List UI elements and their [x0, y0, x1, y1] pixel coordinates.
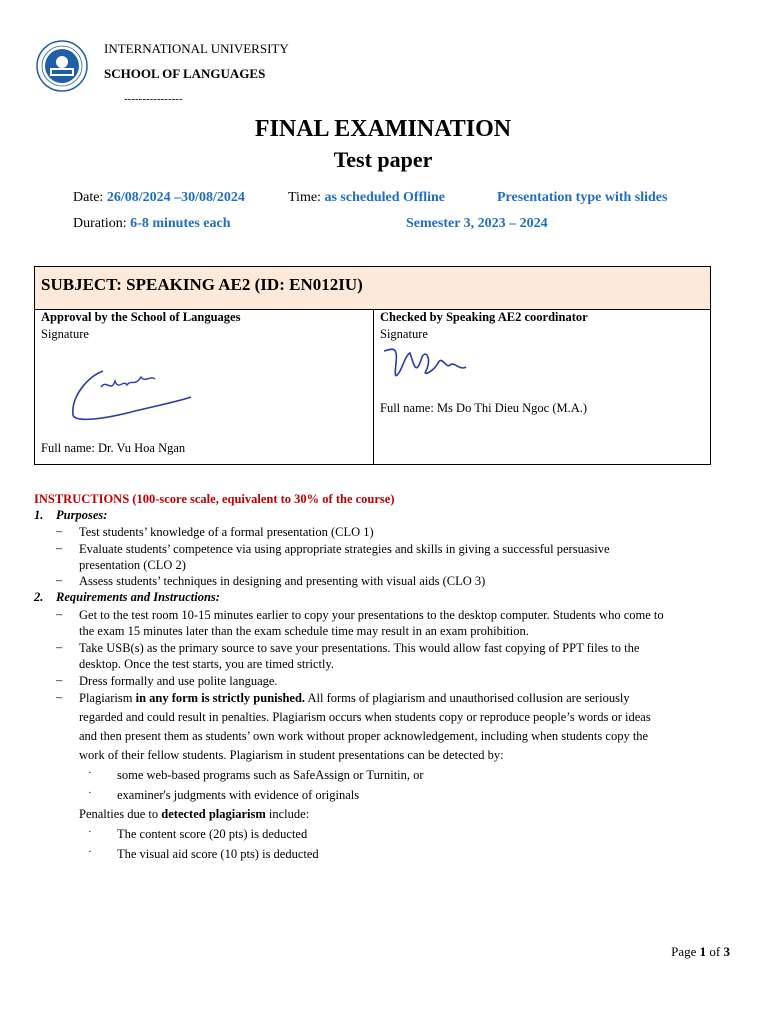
list-dash: – [56, 673, 63, 687]
plagiarism-text: Plagiarism [79, 691, 136, 705]
checked-fullname: Full name: Ms Do Thi Dieu Ngoc (M.A.) [380, 401, 588, 415]
plagiarism-bold: in any form is strictly punished. [135, 691, 306, 705]
bullet-dot: · [88, 846, 92, 858]
requirement-item-cont: regarded and could result in penalties. Plagiarism occurs when students copy or reproduce people’s words or ideas [79, 710, 651, 724]
approval-signature-label: Signature [41, 327, 89, 341]
requirement-item-cont: the exam 15 minutes later than the exam schedule time may result in an exam prohibition. [79, 624, 529, 638]
exam-title: FINAL EXAMINATION [254, 116, 512, 142]
penalties-text-post: include: [265, 807, 310, 821]
page-label: Page [671, 944, 700, 959]
requirement-item-cont: work of their fellow students. Plagiarism in student presentations can be detected by: [79, 748, 504, 762]
purposes-number: 1. [34, 508, 44, 522]
semester: Semester 3, 2023 – 2024 [406, 216, 548, 231]
penalties-bold: detected plagiarism [161, 807, 266, 821]
penalty-item: The content score (20 pts) is deducted [117, 827, 308, 841]
list-dash: – [56, 573, 63, 587]
purpose-item: Assess students’ techniques in designing and presenting with visual aids (CLO 3) [79, 574, 486, 588]
approval-signature-icon [65, 357, 195, 427]
list-dash: – [56, 607, 63, 621]
requirements-title: Requirements and Instructions: [56, 590, 220, 604]
time-value: as scheduled Offline [324, 190, 446, 205]
requirement-item-cont: and then present them as students’ own work without proper acknowledgement, including when students copy the [79, 729, 649, 743]
subject-table [34, 266, 711, 465]
page-current: 1 [699, 944, 707, 959]
requirement-item: Dress formally and use polite language. [79, 674, 278, 688]
purpose-item-cont: presentation (CLO 2) [79, 558, 186, 572]
penalties-intro [79, 806, 309, 822]
bullet-dot: · [88, 826, 92, 838]
plagiarism-text-post: All forms of plagiarism and unauthorised collusion are seriously [305, 691, 630, 705]
subject-header [35, 267, 710, 310]
purposes-title: Purposes: [56, 508, 108, 522]
requirement-item-cont: desktop. Once the test starts, you are timed strictly. [79, 657, 335, 671]
school-name: SCHOOL OF LANGUAGES [104, 66, 266, 81]
penalty-item: The visual aid score (10 pts) is deducted [117, 847, 319, 861]
penalties-text: Penalties due to [79, 807, 162, 821]
checked-signature-label: Signature [380, 327, 428, 341]
checked-heading: Checked by Speaking AE2 coordinator [380, 310, 588, 324]
subject-title: SUBJECT: SPEAKING AE2 (ID: EN012IU) [41, 275, 363, 294]
detection-item: examiner's judgments with evidence of originals [117, 788, 360, 802]
bullet-dot: · [88, 787, 92, 799]
date-label: Date: [73, 190, 104, 205]
duration-label: Duration: [73, 216, 127, 231]
date-value: 26/08/2024 –30/08/2024 [106, 190, 245, 205]
header-separator: ---------------- [124, 93, 183, 105]
university-name: INTERNATIONAL UNIVERSITY [104, 41, 289, 56]
requirement-item-plagiarism [79, 690, 630, 706]
purpose-item: Evaluate students’ competence via using appropriate strategies and skills in giving a successful persuasive [79, 542, 610, 556]
requirements-number: 2. [34, 590, 44, 604]
detection-item: some web-based programs such as SafeAssign or Turnitin, or [117, 768, 424, 782]
page-of: of [706, 944, 724, 959]
exam-subtitle: Test paper [333, 147, 433, 172]
list-dash: – [56, 541, 63, 555]
checked-signature-icon [380, 341, 470, 391]
requirement-item: Get to the test room 10-15 minutes earlier to copy your presentations to the desktop computer. Students who come to [79, 608, 664, 622]
presentation-type: Presentation type with slides [497, 190, 668, 205]
bullet-dot: · [88, 767, 92, 779]
page-number [671, 944, 730, 960]
university-logo-icon [36, 40, 88, 92]
instructions-heading: INSTRUCTIONS (100-score scale, equivalent to 30% of the course) [34, 492, 395, 506]
approval-fullname: Full name: Dr. Vu Hoa Ngan [41, 441, 186, 455]
table-divider [373, 310, 374, 464]
list-dash: – [56, 524, 63, 538]
list-dash: – [56, 690, 63, 704]
duration-value: 6-8 minutes each [130, 216, 231, 231]
time-label: Time: [288, 190, 321, 205]
approval-heading: Approval by the School of Languages [41, 310, 241, 324]
purpose-item: Test students’ knowledge of a formal presentation (CLO 1) [79, 525, 374, 539]
page-total: 3 [723, 944, 730, 959]
requirement-item: Take USB(s) as the primary source to save your presentations. This would allow fast copying of PPT files to the [79, 641, 640, 655]
list-dash: – [56, 640, 63, 654]
